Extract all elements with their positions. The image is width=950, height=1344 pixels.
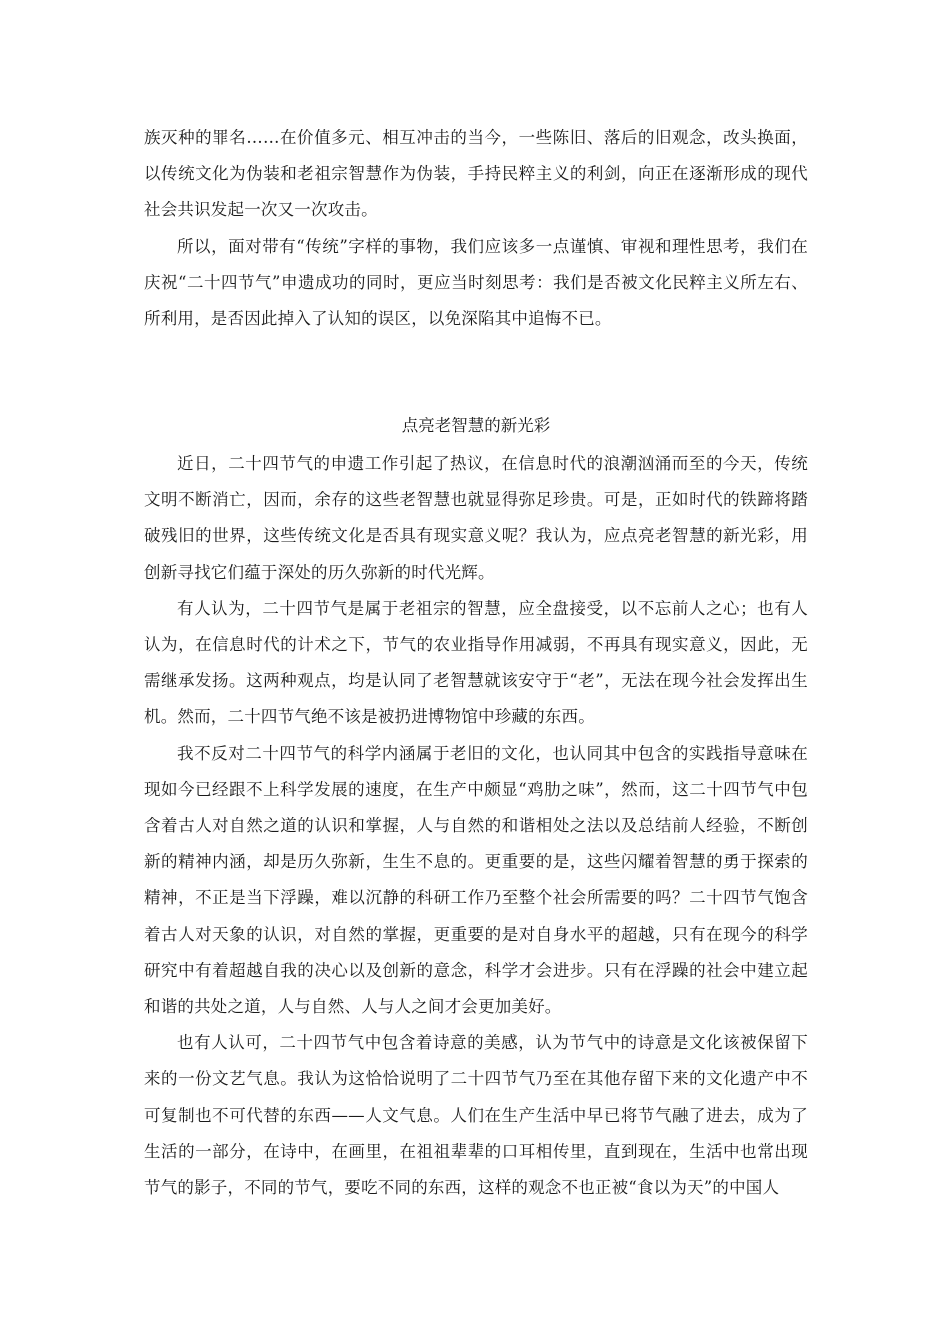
essay-paragraph-2: 有人认为，二十四节气是属于老祖宗的智慧，应全盘接受，以不忘前人之心；也有人认为，在信息时代的计术之下，节气的农业指导作用减弱，不再具有现实意义，因此，无需继承发扬。这两种观点，均是认同了老智慧就该安守于“老”，无法在现今社会发挥出生机。然而，二十四节气绝不该是被扔进博物馆中珍藏的东西。 [144,598,808,727]
continued-section [144,120,808,337]
essay-body [144,446,808,1206]
continued-paragraph-2: 所以，面对带有“传统”字样的事物，我们应该多一点谨慎、审视和理性思考，我们在庆祝“二十四节气”申遗成功的同时，更应当时刻思考：我们是否被文化民粹主义所左右、所利用，是否因此掉入了认知的误区，以免深陷其中追悔不已。 [144,236,808,329]
essay-paragraph-3: 我不反对二十四节气的科学内涵属于老旧的文化，也认同其中包含的实践指导意味在现如今已经跟不上科学发展的速度，在生产中颇显“鸡肋之味”，然而，这二十四节气中包含着古人对自然之道的认识和掌握，人与自然的和谐相处之法以及总结前人经验，不断创新的精神内涵，却是历久弥新，生生不息的。更重要的是，这些闪耀着智慧的勇于探索的精神，不正是当下浮躁，难以沉静的科研工作乃至整个社会所需要的吗？二十四节气饱含着古人对天象的认识，对自然的掌握，更重要的是对自身水平的超越，只有在现今的科学研究中有着超越自我的决心以及创新的意念，科学才会进步。只有在浮躁的社会中建立起和谐的共处之道，人与自然、人与人之间才会更加美好。 [144,743,808,1017]
essay-paragraph-1: 近日，二十四节气的申遗工作引起了热议，在信息时代的浪潮汹涌而至的今天，传统文明不断消亡，因而，余存的这些老智慧也就显得弥足珍贵。可是，正如时代的铁蹄将踏破残旧的世界，这些传统文化是否具有现实意义呢？我认为，应点亮老智慧的新光彩，用创新寻找它们蕴于深处的历久弥新的时代光辉。 [144,454,808,582]
essay-paragraph-4: 也有人认可，二十四节气中包含着诗意的美感，认为节气中的诗意是文化该被保留下来的一份文艺气息。我认为这恰恰说明了二十四节气乃至在其他存留下来的文化遗产中不可复制也不可代替的东西——人文气息。人们在生产生活中早已将节气融了进去，成为了生活的一部分，在诗中，在画里，在祖祖辈辈的口耳相传里，直到现在，生活中也常出现节气的影子，不同的节气，要吃不同的东西，这样的观念不也正被“食以为天”的中国人 [144,1033,808,1198]
continued-paragraph-1: 族灭种的罪名……在价值多元、相互冲击的当今，一些陈旧、落后的旧观念，改头换面，以传统文化为伪装和老祖宗智慧作为伪装，手持民粹主义的利剑，向正在逐渐形成的现代社会共识发起一次又一次攻击。 [144,128,808,220]
essay-title: 点亮老智慧的新光彩 [401,416,551,435]
